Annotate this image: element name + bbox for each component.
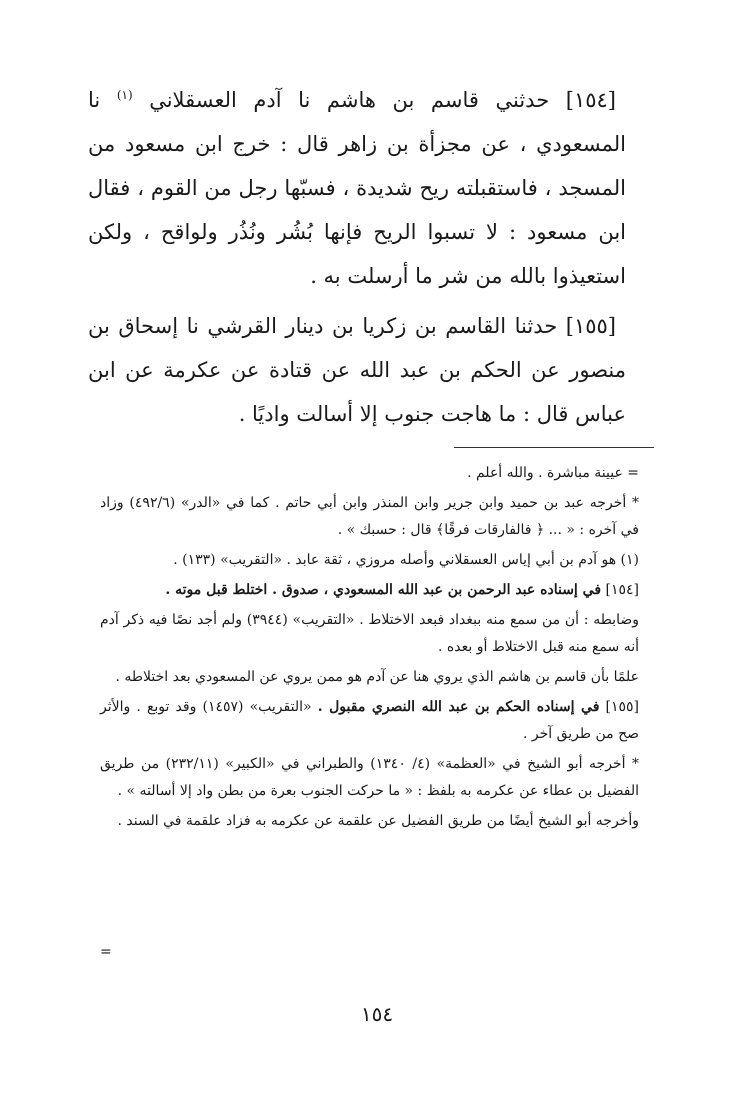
footnote-154-remark: علمًا بأن قاسم بن هاشم الذي يروي هنا عن آدم هو ممن يروي عن المسعودي بعد اختلاطه . bbox=[115, 669, 639, 685]
footnote-divider bbox=[454, 447, 654, 448]
paragraph-154 bbox=[88, 78, 626, 298]
continuation-mark: = bbox=[100, 944, 112, 960]
paragraph-155 bbox=[88, 304, 626, 436]
footnote-155-number: [١٥٥] bbox=[605, 699, 640, 715]
footnote-154-number: [١٥٤] bbox=[605, 582, 639, 598]
footnote-154 bbox=[100, 577, 639, 604]
paragraph-155-text: [١٥٥] حدثنا القاسم بن زكريا بن دينار القرشي نا إسحاق بن منصور عن الحكم بن عبد الله عن قتادة عن عكرمة عن ابن عباس قال : ما هاجت جنوب إلا أسالت واديًا . bbox=[88, 314, 626, 426]
footnote-1: (١) هو آدم بن أبي إياس العسقلاني وأصله مروزي ، ثقة عابد . «التقريب» (١٣٣) . bbox=[173, 552, 639, 568]
paragraph-154-rest: نا المسعودي ، عن مجزأة بن زاهر قال : خرج ابن مسعود من المسجد ، فاستقبلته ريح شديدة ، فسبّها رجل من القوم ، فقال ابن مسعود : لا تسبوا الريح فإنها بُشُر ونُذُر ولواقح ، ولكن استعيذوا بالله من شر ما أرسلت به . bbox=[88, 88, 626, 288]
footnote-155-bold: في إسناده الحكم بن عبد الله النصري مقبول . bbox=[317, 699, 600, 715]
footnote-155 bbox=[100, 694, 639, 748]
footnote-takhrij-1: * أخرجه عبد بن حميد وابن جرير وابن المنذر وابن أبي حاتم . كما في «الدر» (٤٩٢/٦) وزاد في آخره : « ... ﴿ فالفارقات فرقًا﴾ قال : حسبك » . bbox=[100, 495, 639, 538]
footnote-marker: (١) bbox=[116, 88, 133, 102]
page-number: ١٥٤ bbox=[360, 1002, 394, 1026]
footnote-takhrij-2: * أخرجه أبو الشيخ في «العظمة» (٤/ ١٣٤٠) والطبراني في «الكبير» (٢٣٢/١١) من طريق الفضيل بن عطاء عن عكرمه به بلفظ : « ما حركت الجنوب بعرة من بطن واد إلا أسالته » . bbox=[100, 756, 639, 799]
main-text bbox=[88, 78, 626, 442]
paragraph-154-start: [١٥٤] حدثني قاسم بن هاشم نا آدم العسقلاني bbox=[149, 88, 616, 112]
footnote-155-rest: «التقريب» (١٤٥٧) وقد توبع . والأثر صح من طريق آخر . bbox=[100, 699, 639, 742]
footnote-154-bold: في إسناده عبد الرحمن بن عبد الله المسعودي ، صدوق . اختلط قبل موته . bbox=[165, 582, 602, 598]
footnote-takhrij-3: وأخرجه أبو الشيخ أيضًا من طريق الفضيل عن علقمة عن عكرمه به فزاد علقمة في السند . bbox=[117, 813, 639, 829]
footnote-continuation: = عيينة مباشرة . والله أعلم . bbox=[467, 465, 639, 481]
footnote-154-rule: وضابطه : أن من سمع منه ببغداد فبعد الاختلاط . «التقريب» (٣٩٤٤) ولم أجد نصًا فيه ذكر آدم أنه سمع منه قبل الاختلاط أو بعده . bbox=[100, 612, 639, 655]
footnotes bbox=[100, 460, 639, 838]
